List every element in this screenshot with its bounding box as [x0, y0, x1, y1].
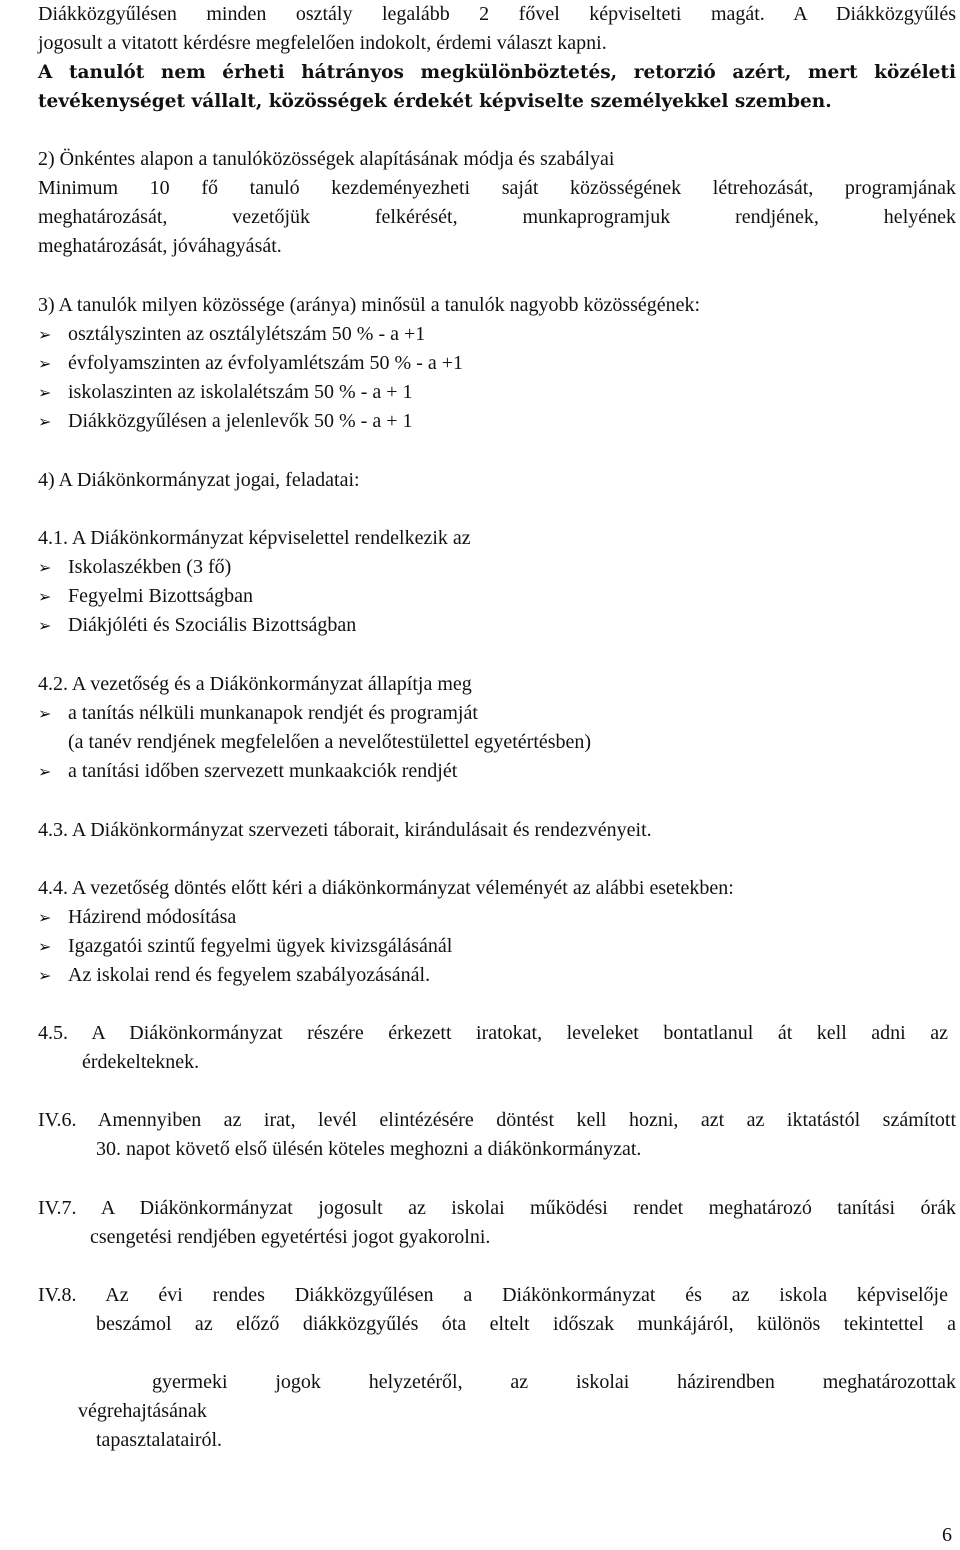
arrow-bullet-icon: ➢ — [38, 327, 52, 344]
list-item: ➢ osztályszinten az osztálylétszám 50 % - a +1 — [38, 320, 425, 350]
page-number: 6 — [942, 1524, 952, 1546]
section-3-title: 3) A tanulók milyen közössége (aránya) minősül a tanulók nagyobb közösségének: — [38, 294, 701, 316]
section-4-title: 4) A Diákönkormányzat jogai, feladatai: — [38, 469, 360, 491]
arrow-bullet-icon: ➢ — [38, 385, 52, 402]
arrow-bullet-icon: ➢ — [38, 764, 52, 781]
list-item: ➢ Diákjóléti és Szociális Bizottságban — [38, 611, 356, 641]
point-4-8-line-5: tapasztalatairól. — [96, 1429, 223, 1451]
arrow-bullet-icon: ➢ — [38, 560, 52, 577]
arrow-bullet-icon: ➢ — [38, 356, 52, 373]
intro-line-2: jogosult a vitatott kérdésre megfelelően indokolt, érdemi választ kapni. — [38, 32, 607, 54]
list-item: ➢ Iskolaszékben (3 fő) — [38, 553, 231, 583]
section-2-line-2: meghatározását, vezetőjük felkérését, munkaprogramjuk rendjének, helyének — [38, 206, 956, 228]
section-2-line-1: Minimum 10 fő tanuló kezdeményezheti saját közösségének létrehozását, programjának — [38, 177, 956, 199]
point-4-2-title: 4.2. A vezetőség és a Diákönkormányzat állapítja meg — [38, 673, 472, 695]
point-4-7-line-2: csengetési rendjében egyetértési jogot gyakorolni. — [90, 1226, 491, 1248]
arrow-bullet-icon: ➢ — [38, 939, 52, 956]
point-4-1-title: 4.1. A Diákönkormányzat képviselettel rendelkezik az — [38, 527, 471, 549]
list-item-continuation: (a tanév rendjének megfelelően a nevelőtestülettel egyetértésben) — [68, 731, 592, 753]
list-item: ➢ évfolyamszinten az évfolyamlétszám 50 % - a +1 — [38, 349, 463, 379]
intro-line-1: Diákközgyűlésen minden osztály legalább 2 fővel képviselteti magát. A Diákközgyűlés — [38, 3, 956, 25]
list-item: ➢ iskolaszinten az iskolalétszám 50 % - a + 1 — [38, 378, 413, 408]
list-item: ➢ a tanítási időben szervezett munkaakciók rendjét — [38, 757, 457, 787]
point-4-8-line-4: végrehajtásának — [78, 1400, 207, 1422]
list-item: ➢ Diákközgyűlésen a jelenlevők 50 % - a + 1 — [38, 407, 413, 437]
list-item: ➢ Házirend módosítása — [38, 903, 236, 933]
list-item: ➢ a tanítás nélküli munkanapok rendjét és programját — [38, 699, 478, 729]
point-4-3: 4.3. A Diákönkormányzat szervezeti táborait, kirándulásait és rendezvényeit. — [38, 819, 652, 841]
arrow-bullet-icon: ➢ — [38, 618, 52, 635]
point-4-6-line-2: 30. napot követő első ülésén köteles meghozni a diákönkormányzat. — [96, 1138, 642, 1160]
point-4-8-line-1: IV.8. Az évi rendes Diákközgyűlésen a Diákönkormányzat és az iskola képviselője — [38, 1284, 948, 1306]
point-4-5-line-2: érdekelteknek. — [82, 1051, 200, 1073]
point-4-6-line-1: IV.6. Amennyiben az irat, levél elintézésére döntést kell hozni, azt az iktatástól számított — [38, 1109, 956, 1131]
arrow-bullet-icon: ➢ — [38, 910, 52, 927]
point-4-5-line-1: 4.5. A Diákönkormányzat részére érkezett iratokat, leveleket bontatlanul át kell adni az — [38, 1022, 948, 1044]
list-item: ➢ Fegyelmi Bizottságban — [38, 582, 253, 612]
section-2-line-3: meghatározását, jóváhagyását. — [38, 235, 282, 257]
list-item: ➢ Az iskolai rend és fegyelem szabályozásánál. — [38, 961, 430, 991]
intro-bold-line-1: A tanulót nem érheti hátrányos megkülönböztetés, retorzió azért, mert közéleti — [38, 62, 956, 83]
point-4-8-line-3: gyermeki jogok helyzetéről, az iskolai házirendben meghatározottak — [152, 1371, 956, 1393]
arrow-bullet-icon: ➢ — [38, 589, 52, 606]
point-4-4-title: 4.4. A vezetőség döntés előtt kéri a diákönkormányzat véleményét az alábbi esetekben: — [38, 877, 734, 899]
intro-bold-line-2: tevékenységet vállalt, közösségek érdekét képviselte személyekkel szemben. — [38, 91, 832, 112]
section-2-title: 2) Önkéntes alapon a tanulóközösségek alapításának módja és szabályai — [38, 148, 615, 170]
arrow-bullet-icon: ➢ — [38, 706, 52, 723]
arrow-bullet-icon: ➢ — [38, 414, 52, 431]
arrow-bullet-icon: ➢ — [38, 968, 52, 985]
list-item: ➢ Igazgatói szintű fegyelmi ügyek kivizsgálásánál — [38, 932, 452, 962]
point-4-8-line-2: beszámol az előző diákközgyűlés óta eltelt időszak munkájáról, különös tekintettel a — [96, 1313, 956, 1335]
point-4-7-line-1: IV.7. A Diákönkormányzat jogosult az iskolai működési rendet meghatározó tanítási órák — [38, 1197, 956, 1219]
